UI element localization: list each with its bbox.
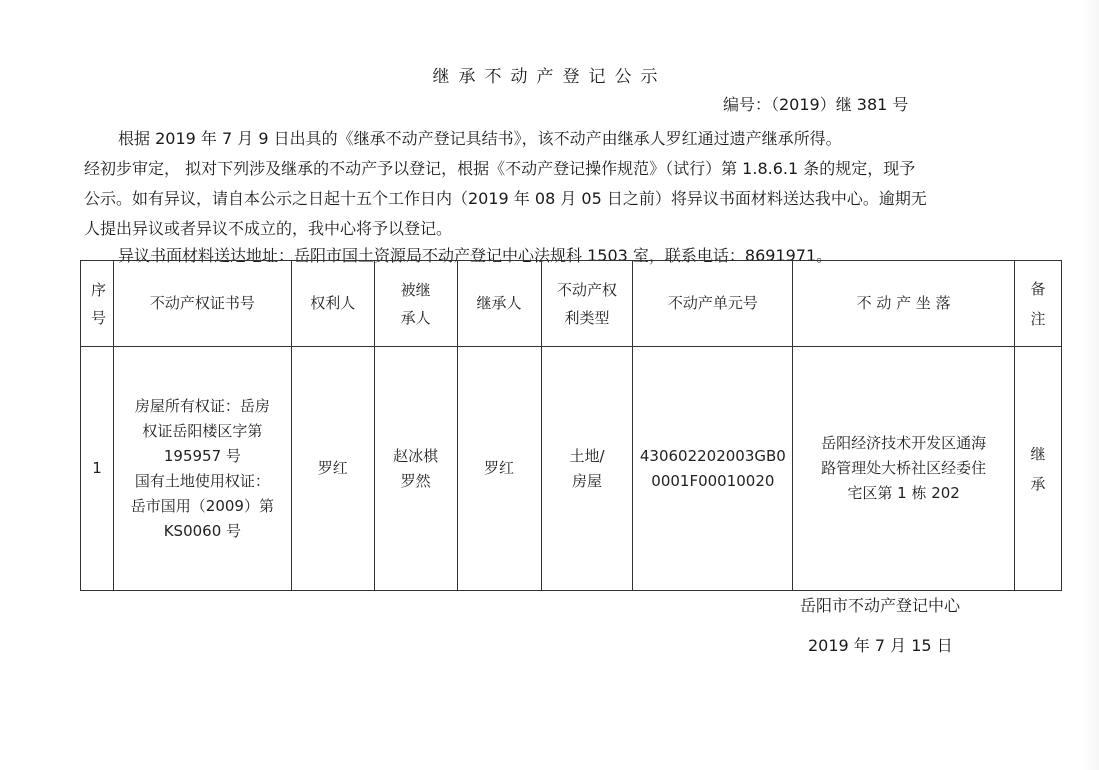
cell-seq: 1 <box>81 347 114 591</box>
table-header-row <box>81 261 1062 347</box>
cert-line: 岳市国用（2009）第 <box>130 496 274 515</box>
cell-right-type <box>541 347 633 591</box>
cert-line: 国有土地使用权证： <box>134 471 270 490</box>
header-cert-no: 不动产权证书号 <box>113 261 291 347</box>
unit-line: 0001F00010020 <box>651 471 775 490</box>
deceased-name: 赵冰棋 <box>393 446 439 465</box>
header-deceased: 被继承人 <box>374 261 457 347</box>
signature-date: 2019 年 7 月 15 日 <box>808 636 953 655</box>
header-right-type: 不动产权利类型 <box>541 261 633 347</box>
registration-table <box>80 260 1062 591</box>
paragraph-line: 人提出异议或者异议不成立的，我中心将予以登记。 <box>84 219 453 238</box>
cell-heir: 罗红 <box>457 347 541 591</box>
cert-line: 房屋所有权证：岳房 <box>134 396 270 415</box>
right-type-line: 房屋 <box>571 471 602 490</box>
unit-line: 430602202003GB0 <box>639 446 786 465</box>
deceased-name: 罗然 <box>400 471 431 490</box>
cell-cert-no <box>113 347 291 591</box>
location-line: 宅区第 1 栋 202 <box>847 484 960 502</box>
cell-owner: 罗红 <box>291 347 374 591</box>
cert-line: 权证岳阳楼区字第 <box>142 421 263 440</box>
document-number: 编号：（2019）继 381 号 <box>723 95 909 114</box>
cell-remark: 继承 <box>1014 347 1061 591</box>
paragraph-line: 公示。如有异议，请自本公示之日起十五个工作日内（2019 年 08 月 05 日之前）将异议书面材料送达我中心。逾期无 <box>84 189 927 208</box>
header-unit-no: 不动产单元号 <box>633 261 793 347</box>
header-owner: 权利人 <box>291 261 374 347</box>
paragraph-line: 根据 2019 年 7 月 9 日出具的《继承不动产登记具结书》，该不动产由继承人罗红通过遗产继承所得。 <box>118 129 842 148</box>
right-type-line: 土地/ <box>569 446 605 465</box>
signature-organization: 岳阳市不动产登记中心 <box>800 596 961 615</box>
cell-location <box>793 347 1015 591</box>
table-row <box>81 347 1062 591</box>
document-title: 继承不动产登记公示 <box>432 67 667 87</box>
cert-line: 195957 号 <box>163 446 241 465</box>
address-line: 异议书面材料送达地址：岳阳市国土资源局不动产登记中心法规科 1503 室，联系电话：8691971。 <box>118 246 833 265</box>
header-heir: 继承人 <box>457 261 541 347</box>
paragraph-line: 经初步审定， 拟对下列涉及继承的不动产予以登记，根据《不动产登记操作规范》（试行）第 1.8.6.1 条的规定，现予 <box>84 159 916 178</box>
header-location: 不 动 产 坐 落 <box>793 261 1015 347</box>
cert-line: KS0060 号 <box>163 521 242 540</box>
header-seq: 序号 <box>81 261 114 347</box>
cell-deceased <box>374 347 457 591</box>
scan-edge-shadow <box>1081 0 1099 770</box>
header-remark: 备注 <box>1014 261 1061 347</box>
cell-unit-no <box>633 347 793 591</box>
location-line: 路管理处大桥社区经委住 <box>821 459 987 477</box>
location-line: 岳阳经济技术开发区通海 <box>821 434 987 452</box>
